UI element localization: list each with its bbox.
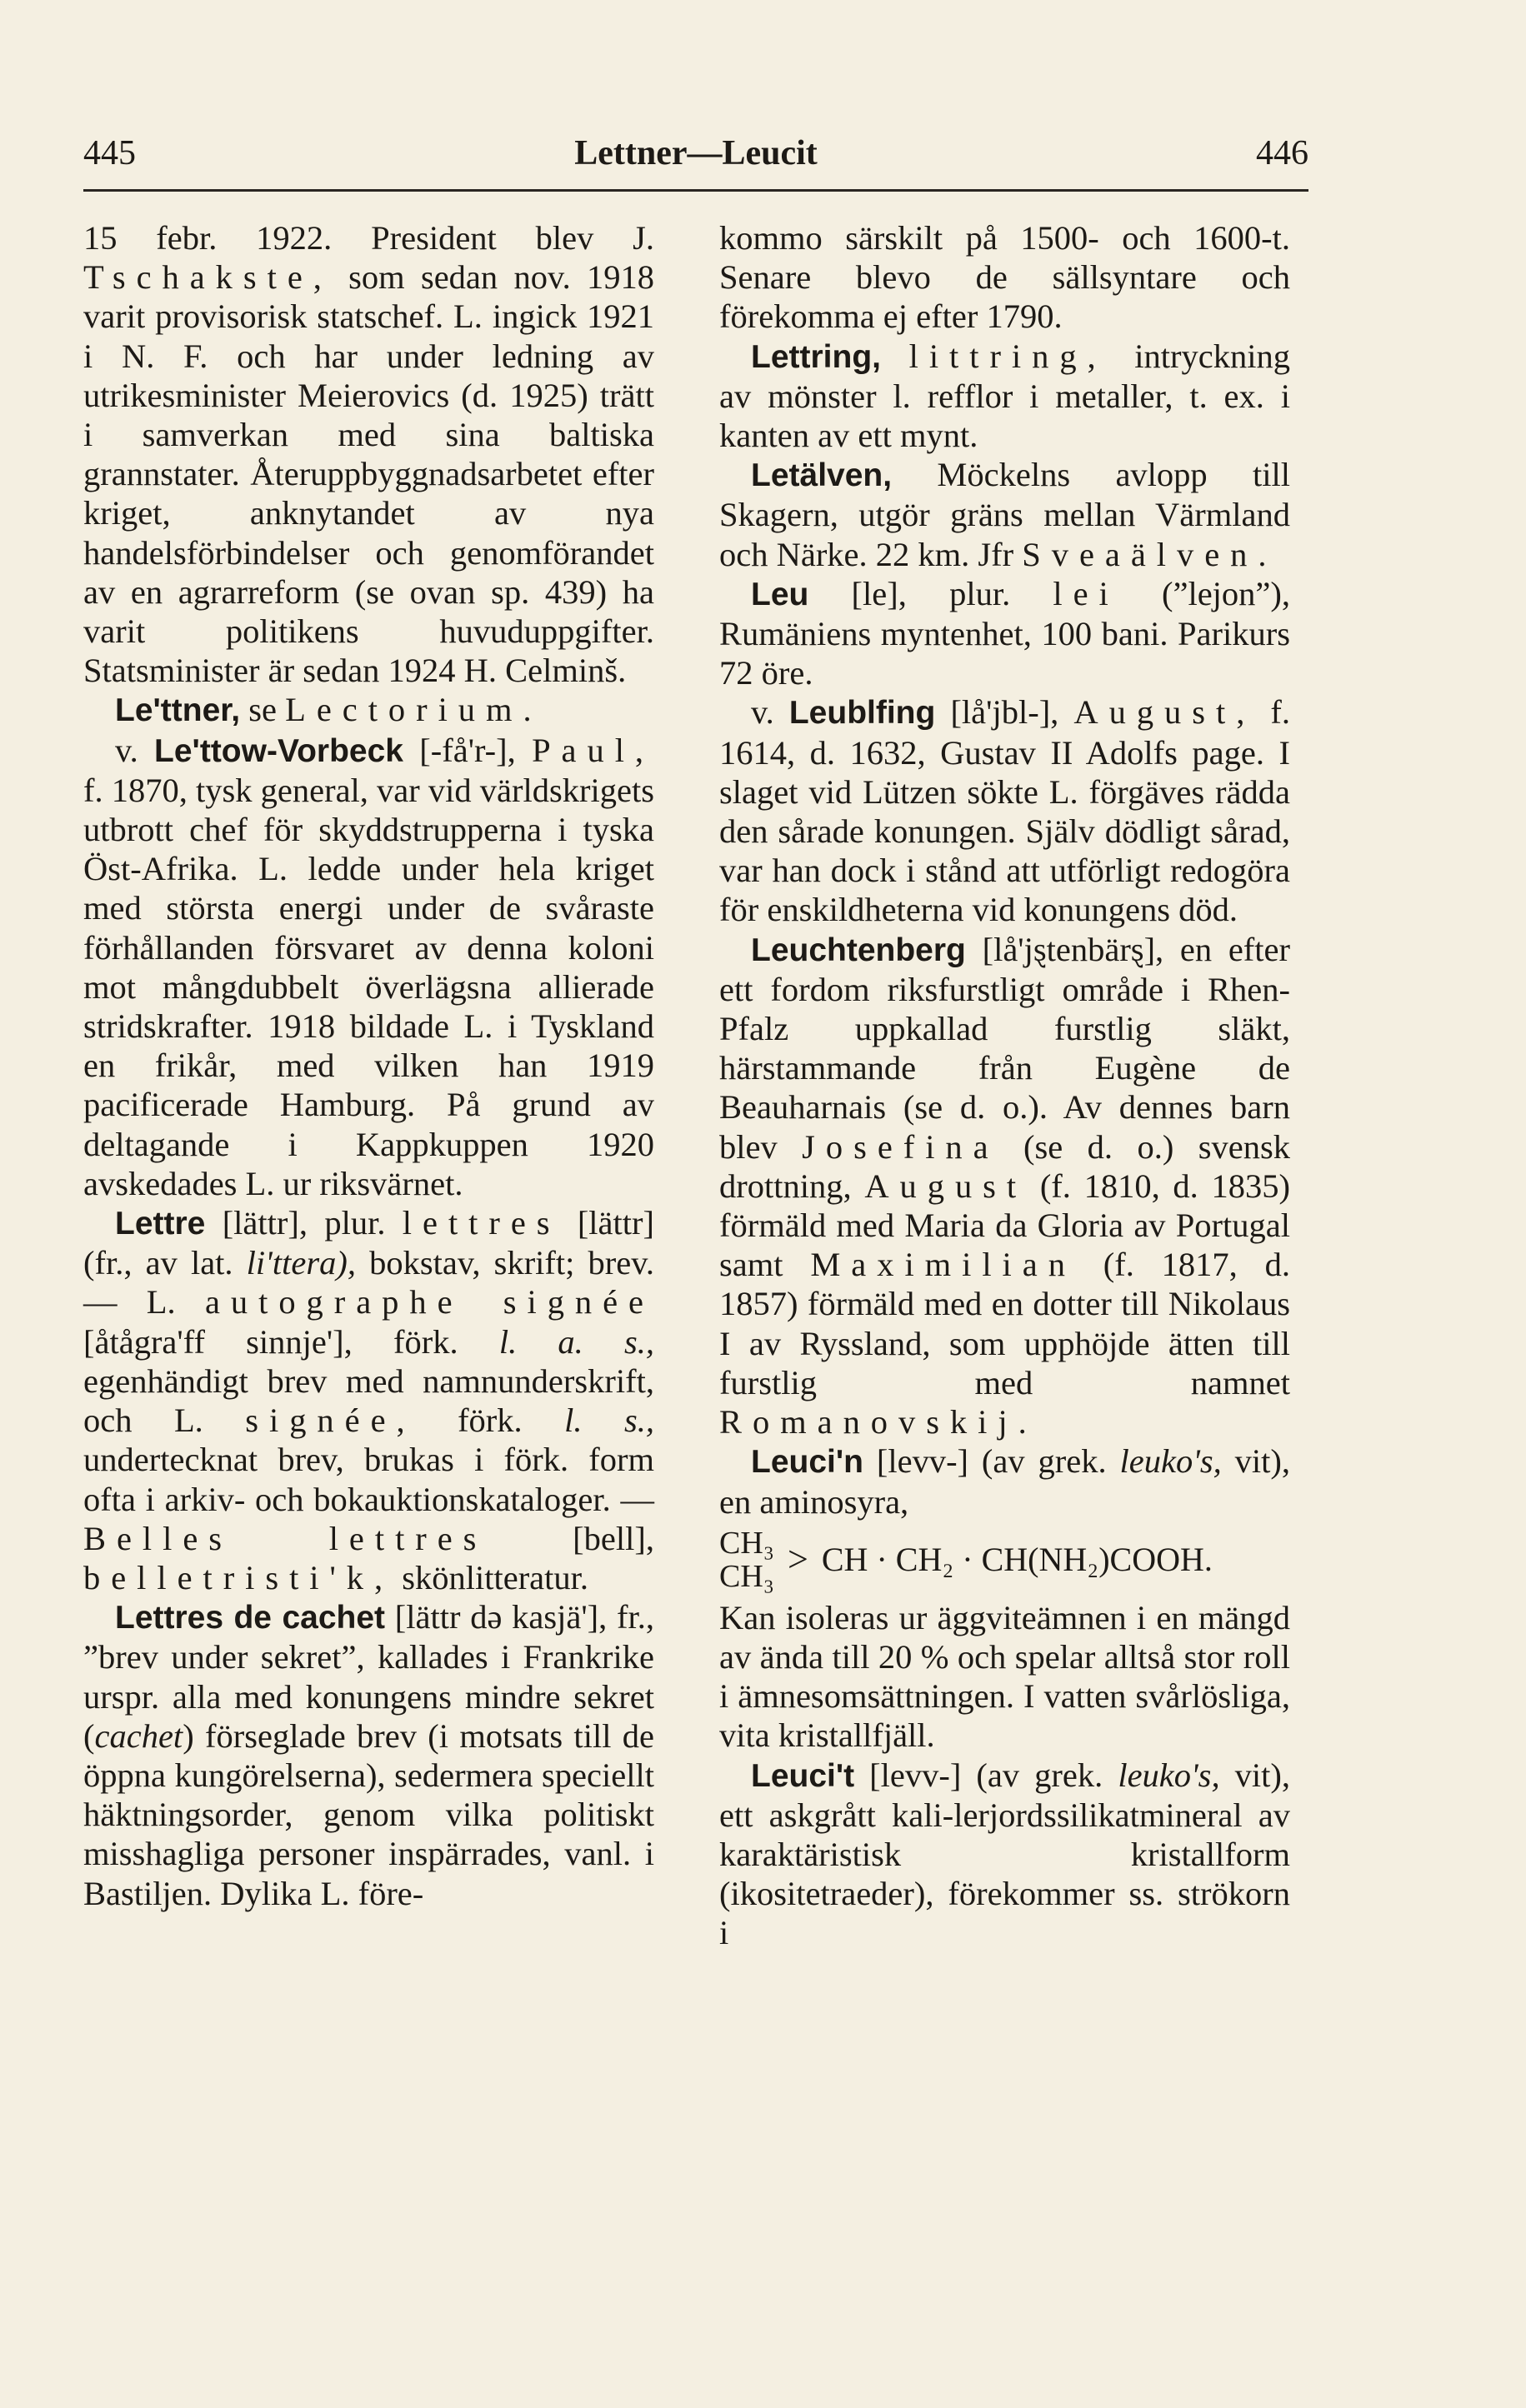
text: [åtågra'ff sinnje'], förk. (83, 1322, 458, 1361)
italic-term: li'ttera), (246, 1244, 356, 1282)
entry-leucit (719, 1756, 1290, 1953)
spaced-name: Maximilian (810, 1246, 1076, 1284)
prefix: v. (751, 693, 774, 732)
spaced-term: autographe signée (204, 1283, 654, 1321)
entry-lettre (83, 1203, 654, 1597)
entry-continuation (83, 218, 654, 690)
text: Möckelns avlopp till Skagern, utgör gräns mellan Värmland och Närke. 22 km. Jfr (719, 456, 1291, 573)
formula-bottom: CH₃ (719, 1558, 775, 1594)
text: [lättr də kasjä'], fr., ”brev under sekret”, kallades i Frankrike urspr. alla med konungens mindre sekret ( (83, 1598, 654, 1755)
spaced-term: Belles lettres (83, 1519, 488, 1557)
text: (”lejon”), Rumäniens myntenhet, 100 bani. Parikurs 72 öre. (719, 574, 1291, 692)
text: [le], plur. (851, 574, 1011, 612)
headword: Le'ttner, (115, 692, 241, 729)
text: intryckning av mönster l. refflor i metaller, t. ex. i kanten av ett mynt. (719, 337, 1291, 455)
text: kommo särskilt på 1500- och 1600-t. Senare blevo de sällsyntare och förekomma ej efter 1790. (719, 219, 1290, 336)
headword: Leuchtenberg (751, 932, 966, 968)
left-column (83, 218, 654, 1913)
spaced-name: Romanovskij. (719, 1403, 1038, 1441)
headword: Leuci'n (751, 1444, 863, 1481)
entry-leuchtenberg (719, 930, 1290, 1442)
entry-leucin (719, 1441, 1290, 1521)
italic-term: leuko's, (1119, 1442, 1222, 1481)
spaced-term: lettres (402, 1204, 561, 1242)
headword: Leublfing (788, 695, 936, 732)
spaced-term: signée, (245, 1401, 416, 1440)
text: (se d. o.) svensk drottning, (719, 1127, 1291, 1205)
italic-abbrev: l. a. s., (498, 1322, 655, 1361)
entry-lettres-de-cachet (83, 1597, 654, 1913)
pronunciation: [-få'r-], (419, 731, 516, 769)
left-page-number: 445 (83, 134, 136, 172)
headword: Lettre (115, 1206, 206, 1242)
headword: Leu (751, 576, 809, 612)
italic-term: cachet (94, 1716, 183, 1755)
text: vit), ett askgrått kali-lerjordssilikatmineral av karaktäristisk kristallform (ikositetraeder), förekommer ss. strökorn i (719, 1756, 1290, 1952)
pronunciation: [lå'jbl-], (950, 693, 1059, 732)
headword: Leuci't (751, 1757, 855, 1794)
entry-leublfing (719, 692, 1290, 929)
spaced-name: August (864, 1167, 1028, 1205)
formula-top: CH₃ (719, 1525, 775, 1561)
entry-lettring (719, 337, 1290, 456)
spaced-term: belletristi'k, (83, 1558, 394, 1596)
prefix: v. (115, 731, 138, 769)
text: Kan isoleras ur äggviteämnen i en mängd av ända till 20 % och spelar alltså stor roll i ämnesomsättningen. I vatten svårlösliga, vita kristallfjäll. (719, 1598, 1290, 1755)
text: (f. 1810, d. 1835) förmäld med Maria da Gloria av Portugal samt (719, 1167, 1290, 1284)
page-header (83, 125, 1308, 183)
headword: Lettres de cachet (115, 1600, 386, 1636)
spaced-name: August, (1073, 693, 1256, 732)
text: bokstav, skrift; brev. — L. (83, 1244, 655, 1321)
italic-term: leuko's, (1118, 1756, 1220, 1794)
text: [levv-] (av grek. (869, 1756, 1103, 1794)
text: egenhändigt brev med namnunderskrift, och L. (83, 1361, 654, 1440)
headword: Lettring, (751, 338, 881, 375)
spaced-name: Paul, (532, 731, 655, 769)
text: [bell], (573, 1519, 654, 1557)
spaced-name: Tschakste, (83, 258, 333, 297)
text: [lättr] (fr., av lat. (83, 1204, 655, 1282)
formula-chain: CH · CH₂ · CH(NH₂)COOH. (821, 1540, 1213, 1578)
cross-reference: Sveaälven. (1022, 535, 1278, 573)
spaced-term: lei (1053, 574, 1119, 612)
text: vit), en aminosyra, (719, 1442, 1291, 1521)
text: skönlitteratur. (402, 1558, 589, 1596)
entry-lettner (83, 690, 654, 730)
text: f. 1870, tysk general, var vid världskrigets utbrott chef för skyddstrupperna i tyska Öst-Afrika. L. ledde under hela kriget med största energi under de svåraste förhållanden försvaret av denna koloni mot mångdubbelt överlägsna allierade stridskrafter. 1918 bildade L. i Tyskland en frikår, med vilken han 1919 pacificerade Hamburg. På grund av deltagande i Kappkuppen 1920 avskedades L. ur riksvärnet. (83, 771, 654, 1202)
cross-reference: Lectorium. (285, 691, 543, 729)
text: undertecknat brev, brukas i förk. form ofta i arkiv- och bokauktionskataloger. — (83, 1441, 654, 1518)
text: se (248, 691, 278, 729)
right-column (719, 218, 1290, 1953)
headword: Le'ttow-Vorbeck (154, 732, 403, 769)
entry-continuation (719, 218, 1290, 337)
spaced-term: littring, (908, 337, 1107, 375)
text: som sedan nov. 1918 varit provisorisk statschef. L. ingick 1921 i N. F. och har under ledning av utrikesminister Meierovics (d. 1925) trätt i samverkan med sina baltiska grannstater. Återuppbyggnadsarbetet efter kriget, anknytandet av nya handelsförbindelser och genomförandet av en agrarreform (se ovan sp. 439) ha varit politikens huvuduppgifter. Statsminister är sedan 1924 H. Celminš. (83, 258, 654, 690)
chemical-formula (719, 1526, 1290, 1593)
running-title: Lettner—Leucit (574, 134, 818, 172)
formula-methyl-groups (719, 1526, 774, 1593)
text: (f. 1817, d. 1857) förmäld med en dotter till Nikolaus I av Ryssland, som upphöjde ätten till furstlig med namnet (719, 1246, 1290, 1401)
entry-leucin-continued (719, 1598, 1290, 1756)
entry-leu (719, 574, 1290, 693)
right-page-number: 446 (1256, 134, 1308, 172)
italic-abbrev: l. s., (564, 1401, 654, 1440)
text: [lättr], plur. (222, 1204, 386, 1242)
header-rule (83, 189, 1308, 192)
headword: Letälven, (751, 457, 893, 494)
text: förk. (458, 1401, 523, 1440)
text: [levv-] (av grek. (876, 1442, 1107, 1481)
entry-lettow-vorbeck (83, 731, 654, 1203)
text: [lå'jȿtenbärȿ], en efter ett fordom riksfurstligt område i Rhen-Pfalz uppkallad furstlig släkt, härstammande från Eugène de Beauharnais (se d. o.). Av dennes barn blev (719, 930, 1291, 1166)
text: ) förseglade brev (i motsats till de öppna kungörelserna), sedermera speciellt häktningsorder, genom vilka politiskt misshagliga personer inspärrades, vanl. i Bastiljen. Dylika L. före- (83, 1716, 654, 1912)
formula-bracket: > (788, 1538, 808, 1580)
entry-letalven (719, 455, 1290, 574)
spaced-name: Josefina (802, 1127, 999, 1166)
text: f. 1614, d. 1632, Gustav II Adolfs page. I slaget vid Lützen sökte L. förgäves rädda den sårade konungen. Själv dödligt sårad, var han dock i stånd att utförligt redogöra för enskildheterna vid konungens död. (719, 693, 1291, 929)
text: 15 febr. 1922. President blev J. (83, 219, 654, 257)
